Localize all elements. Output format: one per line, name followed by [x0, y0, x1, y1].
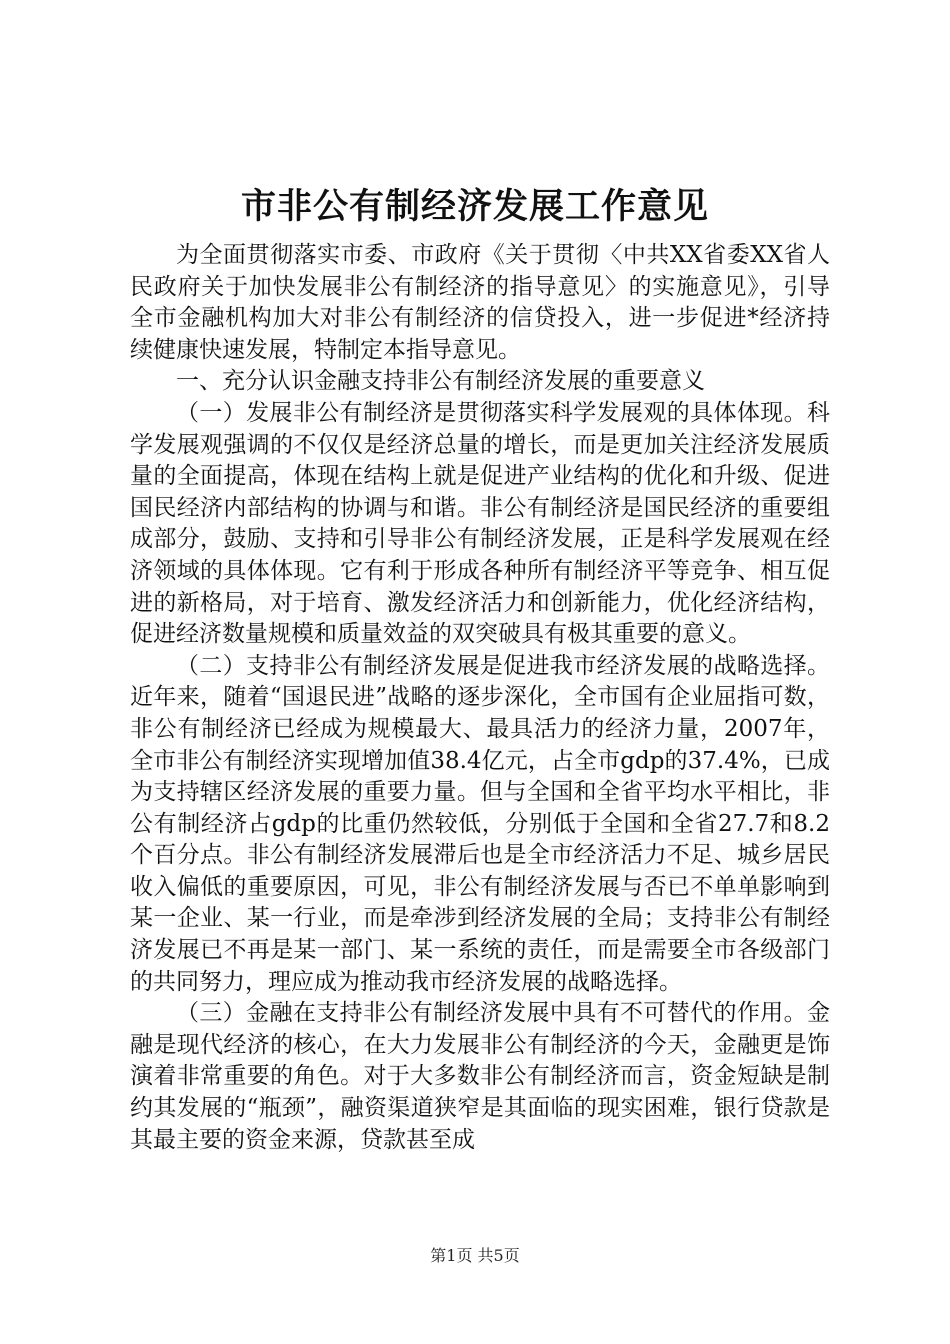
body-paragraph-3: （三）金融在支持非公有制经济发展中具有不可替代的作用。金融是现代经济的核心，在大力发展非公有制经济的今天，金融更是饰演着非常重要的角色。对于大多数非公有制经济而言，资金短缺是制约其发展的“瓶颈”，融资渠道狭窄是其面临的现实困难，银行贷款是其最主要的资金来源，贷款甚至成	[130, 1000, 830, 1153]
document-title: 市非公有制经济发展工作意见	[240, 186, 709, 227]
page-number-footer: 第1页 共5页	[430, 1246, 520, 1265]
section-heading: 一、充分认识金融支持非公有制经济发展的重要意义	[176, 368, 705, 395]
intro-paragraph: 为全面贯彻落实市委、市政府《关于贯彻〈中共XX省委XX省人民政府关于加快发展非公有制经济的指导意见〉的实施意见》，引导全市金融机构加大对非公有制经济的信贷投入，进一步促进*经济持续健康快速发展，特制定本指导意见。	[130, 242, 830, 363]
body-paragraph-1: （一）发展非公有制经济是贯彻落实科学发展观的具体体现。科学发展观强调的不仅仅是经济总量的增长，而是更加关注经济发展质量的全面提高，体现在结构上就是促进产业结构的优化和升级、促进国民经济内部结构的协调与和谐。非公有制经济是国民经济的重要组成部分，鼓励、支持和引导非公有制经济发展，正是科学发展观在经济领域的具体体现。它有利于形成各种所有制经济平等竞争、相互促进的新格局，对于培育、激发经济活力和创新能力，优化经济结构，促进经济数量规模和质量效益的双突破具有极其重要的意义。	[130, 399, 830, 648]
body-paragraph-2: （二）支持非公有制经济发展是促进我市经济发展的战略选择。近年来，随着“国退民进”战略的逐步深化，全市国有企业屈指可数，非公有制经济已经成为规模最大、最具活力的经济力量，2007年，全市非公有制经济实现增加值38.4亿元，占全市gdp的37.4%，已成为支持辖区经济发展的重要力量。但与全国和全省平均水平相比，非公有制经济占gdp的比重仍然较低，分别低于全国和全省27.7和8.2个百分点。非公有制经济发展滞后也是全市经济活力不足、城乡居民收入偏低的重要原因，可见，非公有制经济发展与否已不单单影响到某一企业、某一行业，而是牵涉到经济发展的全局；支持非公有制经济发展已不再是某一部门、某一系统的责任，而是需要全市各级部门的共同努力，理应成为推动我市经济发展的战略选择。	[130, 652, 830, 995]
document-body	[130, 240, 830, 1156]
